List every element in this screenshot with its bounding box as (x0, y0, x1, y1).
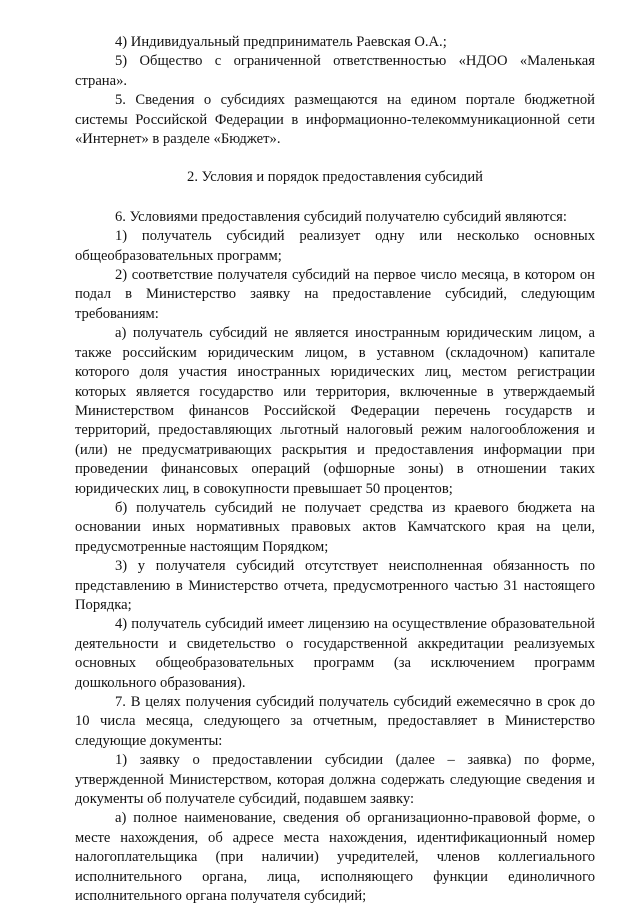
paragraph-condition-4: 4) получатель субсидий имеет лицензию на осуществление образовательной деятельности и свидетельство о государственной аккредитации реализуемых основных общеобразовательных программ (за исключением программ дошкольного образования). (75, 616, 595, 691)
paragraph-document-a: а) полное наименование, сведения об организационно-правовой форме, о месте нахождения, об адресе места нахождения, идентификационный номер налогоплательщика (при наличии) учредителей, членов коллегиального исполнительного органа, лица, исполняющего функции единоличного исполнительного органа получателя субсидий; (75, 810, 595, 905)
section-heading: 2. Условия и порядок предоставления субсидий (187, 169, 483, 186)
paragraph-condition-2: 2) соответствие получателя субсидий на первое число месяца, в котором он подал в Министерство заявку на предоставление субсидий, следующим требованиям: (75, 267, 595, 322)
paragraph-subitem-b: б) получатель субсидий не получает средства из краевого бюджета на основании иных нормативных правовых актов Камчатского края на цели, предусмотренные настоящим Порядком; (75, 499, 595, 555)
paragraph-document-1: 1) заявку о предоставлении субсидии (далее – заявка) по форме, утвержденной Министерством, которая должна содержать следующие сведения и документы об получателе субсидий, подавшем заявку: (75, 752, 595, 808)
paragraph-condition-3: 3) у получателя субсидий отсутствует неисполненная обязанность по представлению в Министерство отчета, предусмотренного частью 31 настоящего Порядка; (75, 558, 595, 613)
paragraph-item-5: 5) Общество с ограниченной ответственностью «НДОО «Маленькая страна». (75, 53, 595, 89)
paragraph-point-7: 7. В целях получения субсидий получатель субсидий ежемесячно в срок до 10 числа месяца, следующего за отчетным, предоставляет в Министерство следующие документы: (75, 694, 595, 749)
paragraph-point-5: 5. Сведения о субсидиях размещаются на едином портале бюджетной системы Российской Федерации в информационно-телекоммуникационной сети «Интернет» в разделе «Бюджет». (75, 92, 595, 148)
paragraph-item-4: 4) Индивидуальный предприниматель Раевская О.А.; (115, 34, 447, 50)
paragraph-condition-1: 1) получатель субсидий реализует одну или несколько основных общеобразовательных программ; (75, 228, 595, 264)
paragraph-point-6: 6. Условиями предоставления субсидий получателю субсидий являются: (115, 208, 567, 225)
paragraph-subitem-a: а) получатель субсидий не является иностранным юридическим лицом, а также российским юридическим лицом, в уставном (складочном) капитале которого доля участия иностранных юридических лиц, местом регистрации которых является государство или территория, включенные в утверждаемый Министерством финансов Российской Федерации перечень государств и территорий, предоставляющих льготный налоговый режим налогообложения и (или) не предусматривающих раскрытия и предоставления информации при проведении финансовых операций (офшорные зоны) в отношении таких юридических лиц, в совокупности превышает 50 процентов; (75, 325, 595, 497)
document-text (75, 33, 595, 906)
